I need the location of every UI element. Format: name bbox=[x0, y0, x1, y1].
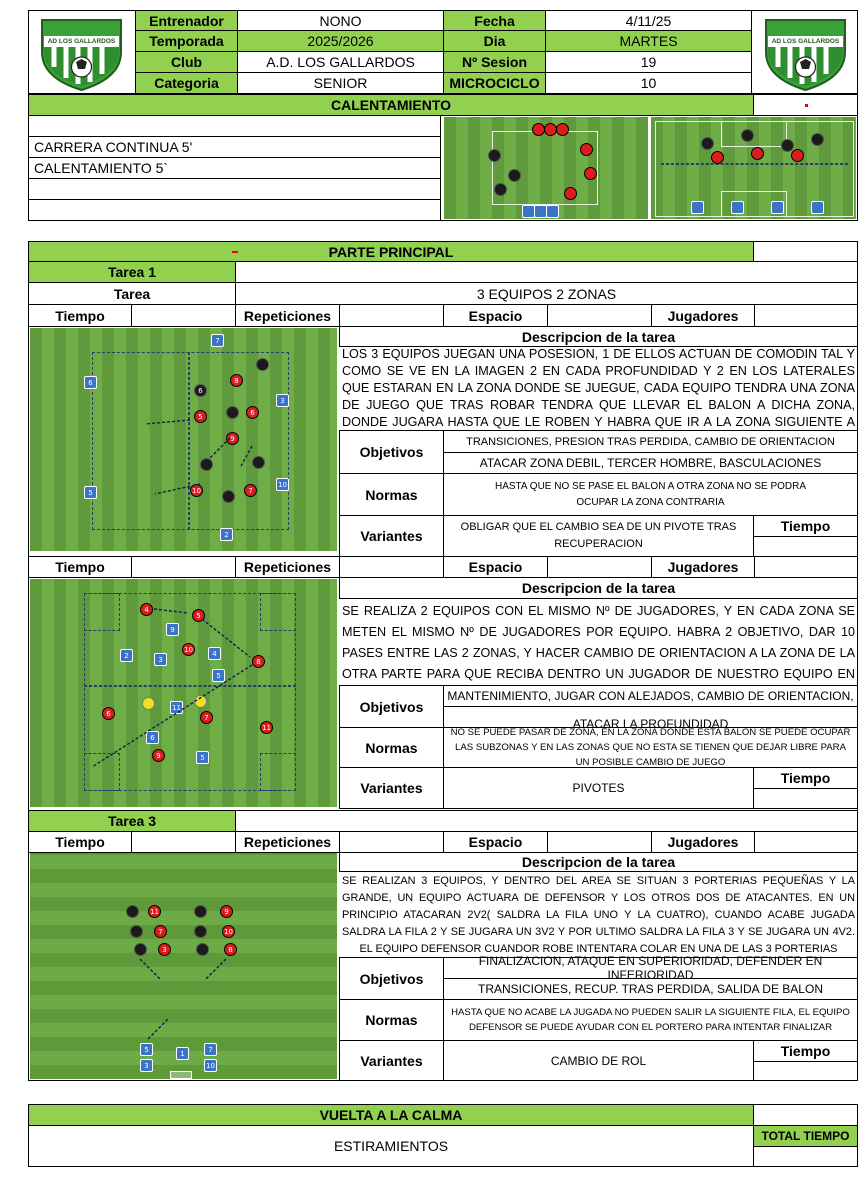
calentamiento-title: CALENTAMIENTO bbox=[28, 94, 754, 116]
normas-label: Normas bbox=[339, 999, 444, 1041]
tarea2-descripcion: SE REALIZA 2 EQUIPOS CON EL MISMO Nº DE JUGADORES, Y EN CADA ZONA SE METEN EL MISMO Nº DE JUGADORES POR EQUIPO. HABRA 2 OBJETIVO, DAR 10 PASES ENTRE LAS 2 ZONAS, Y HACER CAMBIO DE ORIENTACION A LA ZONA DE LA OTRA PARTE PARA QUE RECIBA DENTRO UN JUGADOR DE NUESTRO EQUIPO EN bbox=[342, 604, 855, 681]
tarea2-objetivo: ATACAR LA PROFUNDIDAD bbox=[443, 706, 858, 728]
normas-label: Normas bbox=[339, 727, 444, 768]
tiempo-value bbox=[131, 304, 236, 327]
tiempo-label: Tiempo bbox=[753, 1040, 858, 1062]
variantes-label: Variantes bbox=[339, 515, 444, 557]
tiempo-label: Tiempo bbox=[28, 556, 132, 578]
espacio-label: Espacio bbox=[443, 556, 548, 578]
tarea1-normas: HASTA QUE NO SE PASE EL BALON A OTRA ZONA NO SE PODRA OCUPAR LA ZONA CONTRARIA bbox=[443, 473, 858, 516]
jugadores-label: Jugadores bbox=[651, 831, 755, 853]
tarea3-objetivo: TRANSICIONES, RECUP. TRAS PERDIDA, SALIDA DE BALON bbox=[443, 978, 858, 1000]
tiempo-label: Tiempo bbox=[28, 831, 132, 853]
calentamiento-row bbox=[28, 178, 441, 200]
tiempo-label: Tiempo bbox=[753, 515, 858, 537]
fecha-value: 4/11/25 bbox=[545, 10, 752, 31]
logo-text: AD LOS GALLARDOS bbox=[771, 38, 840, 45]
tarea2-variantes: PIVOTES bbox=[443, 767, 754, 809]
club-value: A.D. LOS GALLARDOS bbox=[237, 51, 444, 73]
objetivos-label: Objetivos bbox=[339, 430, 444, 474]
vuelta-title: VUELTA A LA CALMA bbox=[28, 1104, 754, 1126]
calentamiento-row bbox=[28, 199, 441, 221]
shield-icon bbox=[30, 12, 133, 92]
normas-label: Normas bbox=[339, 473, 444, 516]
tarea2-normas: NO SE PUEDE PASAR DE ZONA, EN LA ZONA DONDE ESTA BALON SE PUEDE OCUPAR LAS SUBZONAS Y EN LAS ZONAS QUE NO ESTA SE TIENEN QUE DEJAR LIBRE PARA UN POSIBLE CAMBIO DE JUEGO bbox=[443, 727, 858, 768]
tarea1-descripcion: LOS 3 EQUIPOS JUEGAN UNA POSESION, 1 DE ELLOS ACTUAN DE COMODIN TAL Y COMO SE VE EN LA IMAGEN 2 EN CADA PROFUNDIDAD Y 2 EN LOS LATERALES QUE ESTARAN EN LA ZONA DONDE SE JUEGUE, CADA EQUIPO TENDRA UNA ZONA DE JUEGO QUE TRAS ROBAR TENDRA QUE LLEVAR EL BALON A DICHA ZONA, DONDE JUGARA HASTA QUE LE ROBEN Y HABRA QUE IR A LA ZONA SIGUIENTE A bbox=[342, 347, 855, 429]
tarea3-diagram: 11 9 7 10 3 8 5 1 7 3 10 bbox=[30, 853, 337, 1079]
calentamiento-item: CALENTAMIENTO 5` bbox=[28, 157, 441, 179]
descripcion-label: Descripcion de la tarea bbox=[339, 577, 858, 599]
tiempo-label: Tiempo bbox=[753, 767, 858, 789]
principal-red-mark bbox=[232, 251, 238, 253]
sesion-label: Nº Sesion bbox=[443, 51, 546, 73]
temporada-value: 2025/2026 bbox=[237, 30, 444, 52]
club-logo-right bbox=[754, 12, 857, 92]
tarea2-diagram: 4 5 10 8 6 7 11 9 9 2 3 4 5 11 6 5 bbox=[30, 579, 337, 807]
tarea-name: 3 EQUIPOS 2 ZONAS bbox=[235, 282, 858, 305]
total-tiempo-label: TOTAL TIEMPO bbox=[753, 1125, 858, 1147]
categoria-value: SENIOR bbox=[237, 72, 444, 94]
tarea2-objetivo: MANTENIMIENTO, JUGAR CON ALEJADOS, CAMBIO DE ORIENTACION, bbox=[443, 685, 858, 707]
repeticiones-label: Repeticiones bbox=[235, 556, 340, 578]
espacio-label: Espacio bbox=[443, 831, 548, 853]
jugadores-label: Jugadores bbox=[651, 304, 755, 327]
microciclo-label: MICROCICLO bbox=[443, 72, 546, 94]
principal-title: PARTE PRINCIPAL bbox=[28, 241, 754, 262]
tarea3-label: Tarea 3 bbox=[28, 810, 236, 832]
tarea-label: Tarea bbox=[28, 282, 236, 305]
temporada-label: Temporada bbox=[135, 30, 238, 52]
variantes-label: Variantes bbox=[339, 767, 444, 809]
club-label: Club bbox=[135, 51, 238, 73]
descripcion-label: Descripcion de la tarea bbox=[339, 326, 858, 347]
dia-value: MARTES bbox=[545, 30, 752, 52]
club-logo-left bbox=[30, 12, 133, 92]
tiempo-label: Tiempo bbox=[28, 304, 132, 327]
shield-icon bbox=[754, 12, 857, 92]
tarea3-objetivo: FINALIZACION, ATAQUE EN SUPERIORIDAD, DEFENDER EN INFERIORIDAD bbox=[443, 957, 858, 979]
dia-label: Dia bbox=[443, 30, 546, 52]
calentamiento-row bbox=[28, 115, 441, 137]
total-tiempo-value bbox=[753, 1146, 858, 1167]
tarea1-objetivo: TRANSICIONES, PRESION TRAS PERDIDA, CAMBIO DE ORIENTACION bbox=[443, 430, 858, 453]
tarea1-variantes: OBLIGAR QUE EL CAMBIO SEA DE UN PIVOTE TRAS RECUPERACION bbox=[443, 515, 754, 557]
entrenador-label: Entrenador bbox=[135, 10, 238, 31]
repeticiones-label: Repeticiones bbox=[235, 304, 340, 327]
calentamiento-diagram-2 bbox=[651, 117, 856, 219]
categoria-label: Categoria bbox=[135, 72, 238, 94]
vuelta-content: ESTIRAMIENTOS bbox=[28, 1125, 754, 1167]
tarea3-normas: HASTA QUE NO ACABE LA JUGADA NO PUEDEN SALIR LA SIGUIENTE FILA, EL EQUIPO DEFENSOR SE PUEDE AYUDAR CON EL PORTERO PARA INTENTAR FINALIZAR bbox=[443, 999, 858, 1041]
tarea3-descripcion: SE REALIZAN 3 EQUIPOS, Y DENTRO DEL AREA SE SITUAN 3 PORTERIAS PEQUEÑAS Y LA GRANDE, UN EQUIPO ACTUARA DE DEFENSOR Y LOS OTROS DOS DE ATACANTES. EN UN PRINCIPIO ATACARAN 2V2( SALDRA LA FILA UNO Y LA CUATRO), CUANDO ACABE JUGADA SALDRA LA FILA 2 Y SE JUGARA UN 3V2 Y POR ULTIMO SALDRA LA FILA 3 Y SE JUGARA UN 4V2. EL EQUIPO DEFENSOR CUANDOR ROBE INTENTARA COLAR EN UNA DE LAS 3 PORTERIAS bbox=[342, 875, 855, 955]
espacio-label: Espacio bbox=[443, 304, 548, 327]
microciclo-value: 10 bbox=[545, 72, 752, 94]
objetivos-label: Objetivos bbox=[339, 685, 444, 728]
descripcion-label: Descripcion de la tarea bbox=[339, 852, 858, 872]
entrenador-value: NONO bbox=[237, 10, 444, 31]
calentamiento-item: CARRERA CONTINUA 5' bbox=[28, 136, 441, 158]
tarea1-label: Tarea 1 bbox=[28, 261, 236, 283]
tarea3-variantes: CAMBIO DE ROL bbox=[443, 1040, 754, 1081]
tarea1-objetivo: ATACAR ZONA DEBIL, TERCER HOMBRE, BASCULACIONES bbox=[443, 452, 858, 474]
repeticiones-label: Repeticiones bbox=[235, 831, 340, 853]
variantes-label: Variantes bbox=[339, 1040, 444, 1081]
fecha-label: Fecha bbox=[443, 10, 546, 31]
jugadores-label: Jugadores bbox=[651, 556, 755, 578]
calentamiento-red-mark bbox=[753, 94, 858, 116]
tarea1-diagram: 7 6 3 5 10 2 6 8 6 5 9 10 7 bbox=[30, 328, 337, 551]
logo-text: AD LOS GALLARDOS bbox=[47, 38, 116, 45]
sesion-value: 19 bbox=[545, 51, 752, 73]
objetivos-label: Objetivos bbox=[339, 957, 444, 1000]
calentamiento-diagram-1 bbox=[444, 117, 648, 219]
